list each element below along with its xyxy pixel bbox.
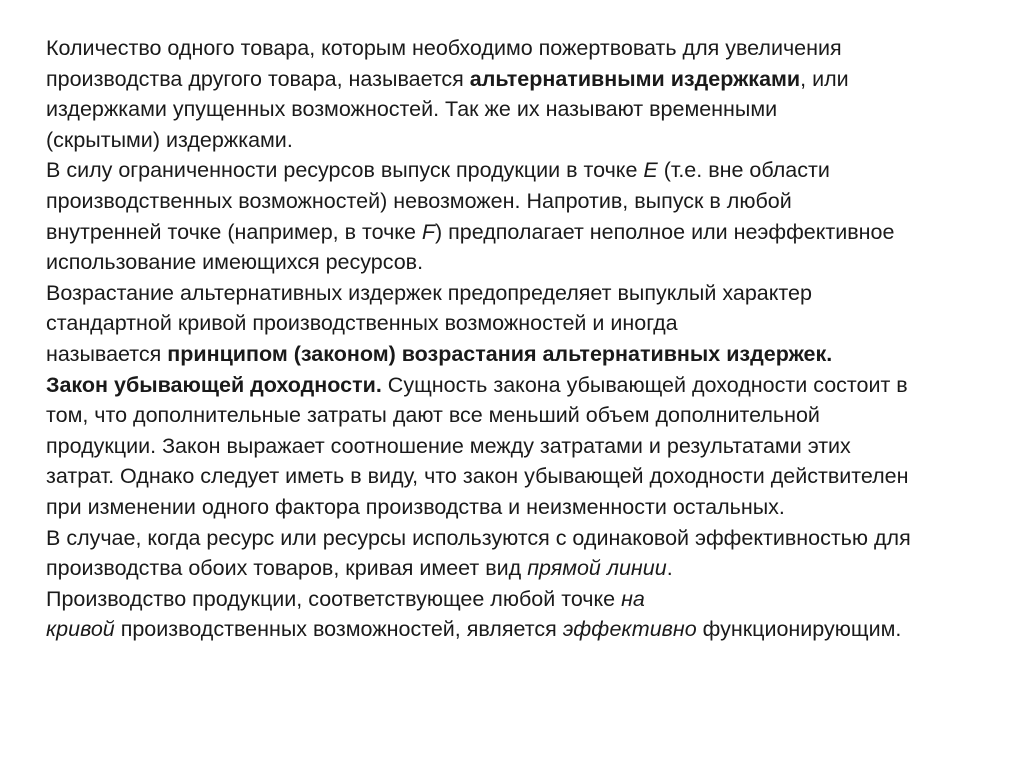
text-run: Сущность закона убывающей доходности состоит в: [381, 372, 908, 397]
text-line: [46, 400, 1006, 431]
text-run: ) предполагает неполное или неэффективное: [435, 219, 895, 244]
italic-term: прямой линии: [527, 556, 667, 581]
text-line: [46, 584, 1006, 615]
text-line: [46, 217, 1006, 248]
italic-term: на: [621, 586, 645, 611]
text-run: Возрастание альтернативных издержек предопределяет выпуклый характер: [46, 280, 812, 305]
text-run: , или: [800, 66, 849, 91]
text-line: [46, 247, 1006, 278]
bold-term: альтернативными издержками: [469, 66, 801, 91]
text-line: [46, 553, 1006, 584]
text-line: [46, 339, 1006, 370]
body-text: [46, 33, 1006, 645]
text-run: стандартной кривой производственных возможностей и иногда: [46, 311, 678, 336]
text-line: [46, 431, 1006, 462]
text-run: называется: [46, 341, 168, 366]
text-line: [46, 64, 1006, 95]
text-run: при изменении одного фактора производства и неизменности остальных.: [46, 494, 785, 519]
text-run: производства обоих товаров, кривая имеет вид: [46, 556, 528, 581]
text-line: [46, 523, 1006, 554]
text-run: производственных возможностей, является: [114, 617, 563, 642]
text-line: [46, 155, 1006, 186]
text-run: (т.е. вне области: [657, 158, 830, 183]
text-run: В силу ограниченности ресурсов выпуск продукции в точке: [46, 158, 644, 183]
text-line: [46, 125, 1006, 156]
text-line: [46, 94, 1006, 125]
text-line: [46, 33, 1006, 64]
italic-term: Е: [643, 158, 658, 183]
text-line: [46, 461, 1006, 492]
bold-term: принципом (законом) возрастания альтернативных издержек.: [167, 341, 833, 366]
text-run: В случае, когда ресурс или ресурсы используются с одинаковой эффективностью для: [46, 525, 911, 550]
text-run: продукции. Закон выражает соотношение между затратами и результатами этих: [46, 433, 851, 458]
text-line: [46, 308, 1006, 339]
text-line: [46, 492, 1006, 523]
text-run: .: [666, 556, 673, 581]
text-run: функционирующим.: [696, 617, 902, 642]
text-run: Количество одного товара, которым необходимо пожертвовать для увеличения: [46, 36, 842, 60]
italic-term: кривой: [46, 617, 115, 642]
text-run: производственных возможностей) невозможен. Напротив, выпуск в любой: [46, 188, 792, 213]
text-run: том, что дополнительные затраты дают все меньший объем дополнительной: [46, 403, 820, 428]
text-run: издержками упущенных возможностей. Так же их называют временными: [46, 97, 778, 122]
italic-term: F: [421, 219, 436, 244]
text-run: внутренней точке (например, в точке: [46, 219, 422, 244]
text-run: Производство продукции, соответствующее любой точке: [46, 586, 622, 611]
text-run: (скрытыми) издержками.: [46, 127, 293, 152]
text-line: [46, 278, 1006, 309]
text-run: использование имеющихся ресурсов.: [46, 250, 424, 275]
bold-term: Закон убывающей доходности.: [46, 372, 382, 397]
text-line: [46, 370, 1006, 401]
text-line: [46, 614, 1006, 645]
text-line: [46, 186, 1006, 217]
text-run: затрат. Однако следует иметь в виду, что закон убывающей доходности действителен: [46, 464, 909, 489]
italic-term: эффективно: [562, 617, 697, 642]
text-run: производства другого товара, называется: [46, 66, 470, 91]
